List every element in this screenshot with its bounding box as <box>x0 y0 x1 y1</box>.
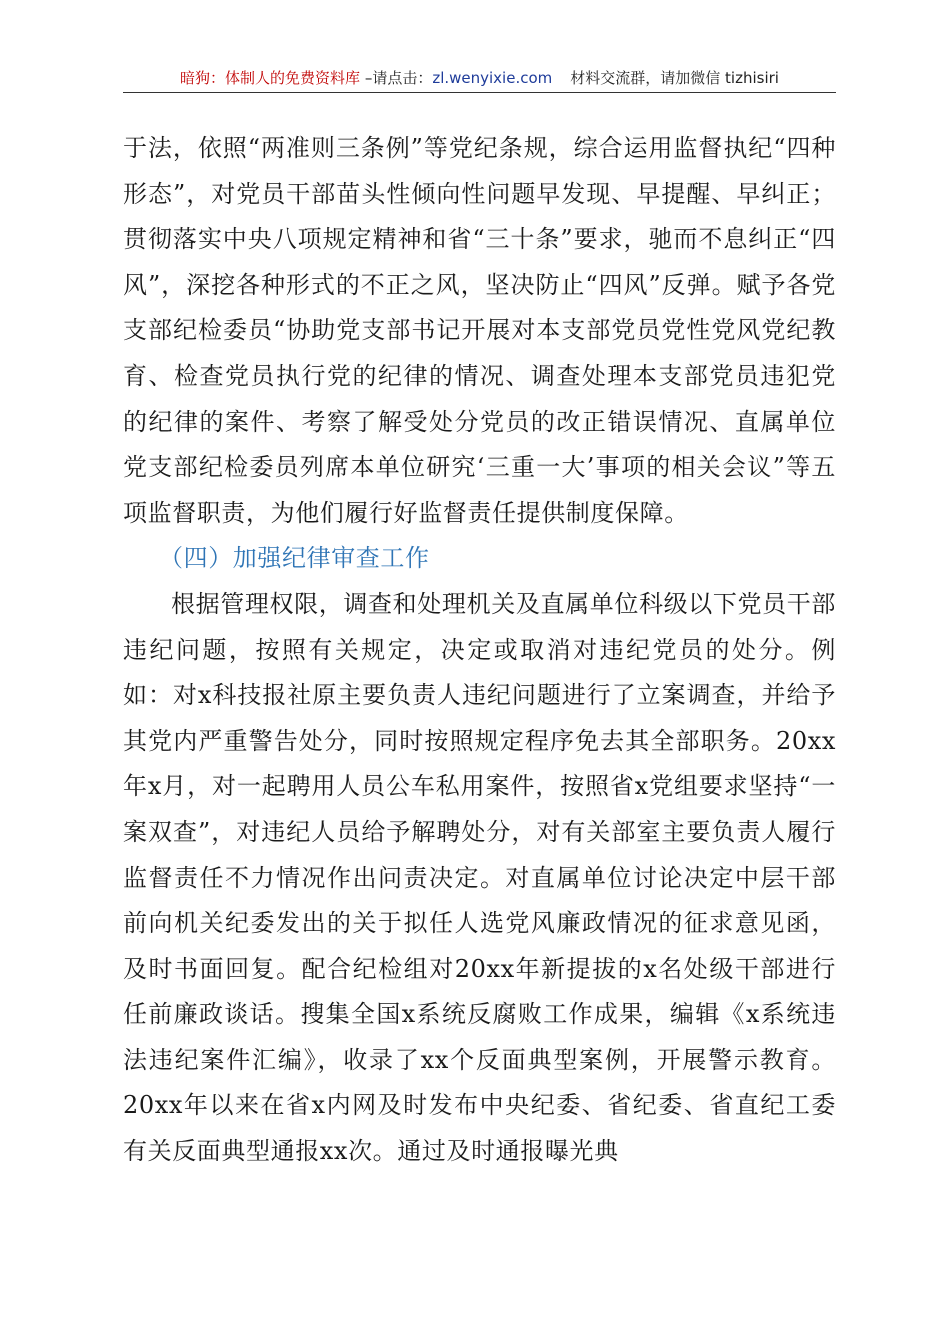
page-header <box>123 66 836 93</box>
header-contact-text: 材料交流群，请加微信 tizhisiri <box>570 69 779 87</box>
document-body <box>123 126 836 1175</box>
header-separator: –请点击： <box>360 69 433 87</box>
paragraph-discipline-review: 根据管理权限，调查和处理机关及直属单位科级以下党员干部违纪问题，按照有关规定，决定或取消对违纪党员的处分。例如：对x科技报社原主要负责人违纪问题进行了立案调查，并给予其党内严重警告处分，同时按照规定程序免去其全部职务。20xx年x月，对一起聘用人员公车私用案件，按照省x党组要求坚持“一案双查”，对违纪人员给予解聘处分，对有关部室主要负责人履行监督责任不力情况作出问责决定。对直属单位讨论决定中层干部前向机关纪委发出的关于拟任人选党风廉政情况的征求意见函，及时书面回复。配合纪检组对20xx年新提拔的x名处级干部进行任前廉政谈话。搜集全国x系统反腐败工作成果，编辑《x系统违法违纪案件汇编》，收录了xx个反面典型案例，开展警示教育。20xx年以来在省x内网及时发布中央纪委、省纪委、省直纪工委有关反面典型通报xx次。通过及时通报曝光典 <box>123 589 836 1166</box>
free-resource-link[interactable]: 暗狗：体制人的免费资料库 <box>180 69 361 87</box>
paragraph-continued: 于法，依照“两准则三条例”等党纪条规，综合运用监督执纪“四种形态”，对党员干部苗头性倾向性问题早发现、早提醒、早纠正；贯彻落实中央八项规定精神和省“三十条”要求，驰而不息纠正“四风”，深挖各种形式的不正之风，坚决防止“四风”反弹。赋予各党支部纪检委员“协助党支部书记开展对本支部党员党性党风党纪教育、检查党员执行党的纪律的情况、调查处理本支部党员违犯党的纪律的案件、考察了解受处分党员的改正错误情况、直属单位党支部纪检委员列席本单位研究‘三重一大’事项的相关会议”等五项监督职责，为他们履行好监督责任提供制度保障。 <box>123 134 836 527</box>
website-link[interactable]: zl.wenyixie.com <box>432 69 553 87</box>
section-heading: （四）加强纪律审查工作 <box>159 544 430 573</box>
